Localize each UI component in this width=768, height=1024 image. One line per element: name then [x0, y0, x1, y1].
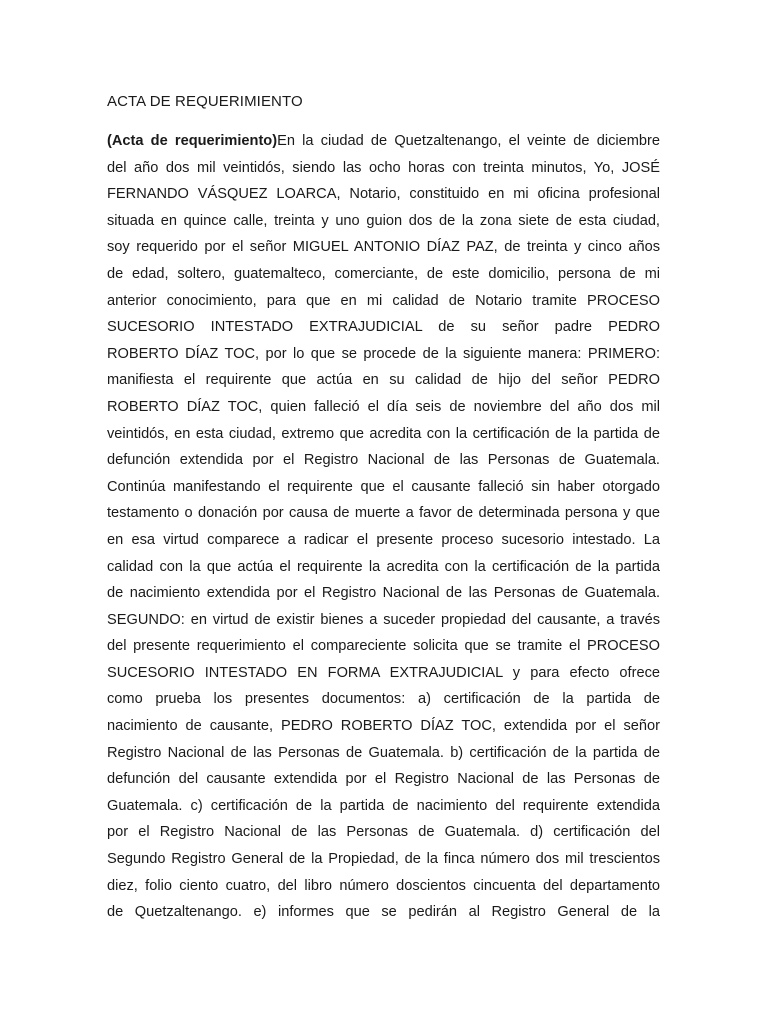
- body-line: situada en quince calle, treinta y uno guion dos de la zona siete de esta ciudad,: [107, 212, 660, 229]
- body-line: SUCESORIO INTESTADO EN FORMA EXTRAJUDICIAL y para efecto ofrece: [107, 664, 660, 681]
- body-line: ROBERTO DÍAZ TOC, quien falleció el día seis de noviembre del año dos mil: [107, 398, 660, 415]
- body-line: soy requerido por el señor MIGUEL ANTONIO DÍAZ PAZ, de treinta y cinco años: [107, 239, 660, 256]
- body-line: ROBERTO DÍAZ TOC, por lo que se procede de la siguiente manera: PRIMERO:: [107, 345, 660, 362]
- body-line: SUCESORIO INTESTADO EXTRAJUDICIAL de su señor padre PEDRO: [107, 319, 660, 336]
- body-line: testamento o donación por causa de muerte a favor de determinada persona y que: [107, 505, 660, 522]
- body-line: FERNANDO VÁSQUEZ LOARCA, Notario, constituido en mi oficina profesional: [107, 186, 660, 203]
- body-line: del año dos mil veintidós, siendo las ocho horas con treinta minutos, Yo, JOSÉ: [107, 159, 660, 176]
- lead-bold-text: (Acta de requerimiento): [107, 133, 278, 149]
- body-line: defunción del causante extendida por el Registro Nacional de las Personas de: [107, 771, 660, 788]
- body-line: de Quetzaltenango. e) informes que se pedirán al Registro General de la: [107, 904, 660, 921]
- body-line: Registro Nacional de las Personas de Guatemala. b) certificación de la partida de: [107, 744, 660, 761]
- body-line: defunción extendida por el Registro Nacional de las Personas de Guatemala.: [107, 452, 660, 469]
- body-line: como prueba los presentes documentos: a) certificación de la partida de: [107, 691, 660, 708]
- body-line: [107, 128, 660, 155]
- body-line: manifiesta el requirente que actúa en su calidad de hijo del señor PEDRO: [107, 372, 660, 389]
- body-line: de edad, soltero, guatemalteco, comerciante, de este domicilio, persona de mi: [107, 265, 660, 282]
- body-line-text: En la ciudad de Quetzaltenango, el veinte de diciembre: [277, 133, 660, 149]
- body-line: Segundo Registro General de la Propiedad, de la finca número dos mil trescientos: [107, 851, 660, 868]
- body-line: Guatemala. c) certificación de la partida de nacimiento del requirente extendida: [107, 797, 660, 814]
- body-line: en esa virtud comparece a radicar el presente proceso sucesorio intestado. La: [107, 531, 660, 548]
- body-line: del presente requerimiento el compareciente solicita que se tramite el PROCESO: [107, 638, 660, 655]
- body-line: anterior conocimiento, para que en mi calidad de Notario tramite PROCESO: [107, 292, 660, 309]
- document-body: [107, 128, 660, 926]
- body-line: por el Registro Nacional de las Personas de Guatemala. d) certificación del: [107, 824, 660, 841]
- body-line: de nacimiento extendida por el Registro Nacional de las Personas de Guatemala.: [107, 585, 660, 602]
- body-line: SEGUNDO: en virtud de existir bienes a suceder propiedad del causante, a través: [107, 611, 660, 628]
- body-line: diez, folio ciento cuatro, del libro número doscientos cincuenta del departamento: [107, 877, 660, 894]
- body-line: nacimiento de causante, PEDRO ROBERTO DÍAZ TOC, extendida por el señor: [107, 718, 660, 735]
- body-line: veintidós, en esta ciudad, extremo que acredita con la certificación de la partida de: [107, 425, 660, 442]
- body-line: Continúa manifestando el requirente que el causante falleció sin haber otorgado: [107, 478, 660, 495]
- document-title: ACTA DE REQUERIMIENTO: [107, 93, 303, 110]
- body-line: calidad con la que actúa el requirente la acredita con la certificación de la partida: [107, 558, 660, 575]
